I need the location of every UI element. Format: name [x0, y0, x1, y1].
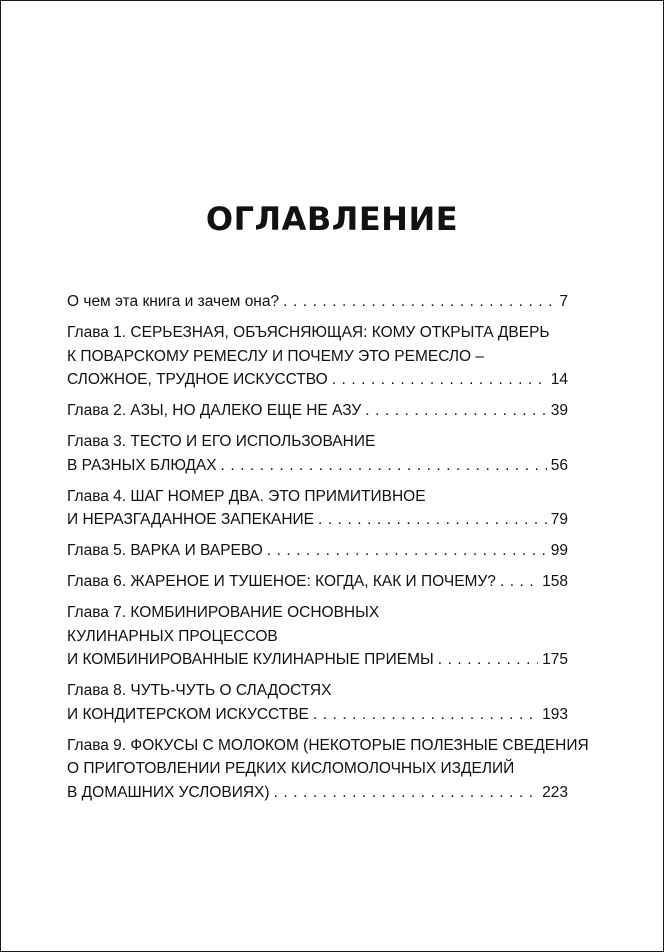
toc-entry-title-line: И КОМБИНИРОВАННЫЕ КУЛИНАРНЫЕ ПРИЕМЫ — [67, 651, 434, 668]
toc-entry-title-line: Глава 1. СЕРЬЕЗНАЯ, ОБЪЯСНЯЮЩАЯ: КОМУ ОТКРЫТА ДВЕРЬ — [67, 324, 550, 341]
toc-entry — [67, 601, 568, 672]
toc-page-number: 193 — [542, 705, 568, 723]
toc-entry-last-line — [67, 399, 568, 423]
toc-page-number: 7 — [559, 293, 568, 310]
toc-page-number: 56 — [550, 456, 568, 474]
toc-entry — [67, 679, 568, 726]
toc-entry-title-line: К ПОВАРСКОМУ РЕМЕСЛУ И ПОЧЕМУ ЭТО РЕМЕСЛО – — [67, 347, 485, 365]
toc-entry-last-line — [67, 570, 568, 594]
dot-leader — [221, 454, 547, 478]
toc-entry-title-line: О ПРИГОТОВЛЕНИИ РЕДКИХ КИСЛОМОЛОЧНЫХ ИЗДЕЛИЙ — [67, 760, 515, 777]
toc-entry — [67, 290, 568, 314]
dot-leader — [274, 781, 539, 805]
toc-entry-last-line — [67, 368, 568, 392]
toc-page-number: 14 — [550, 371, 568, 388]
toc-page-number: 175 — [542, 651, 568, 668]
dot-leader — [365, 399, 546, 423]
toc-entry-title-line: Глава 4. ШАГ НОМЕР ДВА. ЭТО ПРИМИТИВНОЕ — [67, 487, 426, 505]
toc-entry-title-line: Глава 5. ВАРКА И ВАРЕВО — [67, 542, 263, 559]
table-of-contents — [67, 290, 589, 812]
toc-entry — [67, 399, 568, 423]
toc-entry-title-line: Глава 2. АЗЫ, НО ДАЛЕКО ЕЩЕ НЕ АЗУ — [67, 402, 362, 419]
toc-entry-title-line: СЛОЖНОЕ, ТРУДНОЕ ИСКУССТВО — [67, 371, 328, 388]
page-title: ОГЛАВЛЕНИЕ — [205, 200, 459, 238]
toc-entry-title-line: Глава 6. ЖАРЕНОЕ И ТУШЕНОЕ: КОГДА, КАК И ПОЧЕМУ? — [67, 573, 496, 590]
toc-entry-last-line — [67, 508, 568, 532]
toc-entry-last-line — [67, 539, 568, 563]
toc-entry — [67, 485, 568, 532]
toc-entry-title-line: И КОНДИТЕРСКОМ ИСКУССТВЕ — [67, 705, 309, 723]
toc-entry-title-line: В РАЗНЫХ БЛЮДАХ — [67, 456, 217, 474]
toc-page-number: 158 — [542, 573, 568, 590]
toc-entry-title-line: Глава 8. ЧУТЬ-ЧУТЬ О СЛАДОСТЯХ — [67, 682, 332, 699]
dot-leader — [438, 648, 538, 672]
dot-leader — [332, 368, 547, 392]
toc-entry — [67, 321, 568, 392]
toc-entry-title-line: Глава 9. ФОКУСЫ С МОЛОКОМ (НЕКОТОРЫЕ ПОЛЕЗНЫЕ СВЕДЕНИЯ — [67, 736, 589, 754]
toc-entry-title-line: И НЕРАЗГАДАННОЕ ЗАПЕКАНИЕ — [67, 511, 314, 528]
toc-entry-last-line — [67, 781, 568, 805]
toc-entry-last-line — [67, 648, 568, 672]
toc-page-number: 39 — [550, 402, 568, 419]
toc-entry-last-line — [67, 290, 568, 314]
toc-entry-last-line — [67, 454, 568, 478]
toc-page-number: 99 — [550, 542, 568, 559]
toc-entry — [67, 570, 568, 594]
toc-entry — [67, 734, 589, 805]
dot-leader — [500, 570, 538, 594]
toc-entry — [67, 539, 568, 563]
toc-entry-title-line: В ДОМАШНИХ УСЛОВИЯХ) — [67, 783, 270, 801]
dot-leader — [267, 539, 547, 563]
toc-entry-title-line: Глава 7. КОМБИНИРОВАНИЕ ОСНОВНЫХ — [67, 604, 380, 621]
dot-leader — [318, 508, 547, 532]
toc-page-number: 223 — [542, 783, 568, 801]
toc-entry-title-line: КУЛИНАРНЫХ ПРОЦЕССОВ — [67, 627, 278, 645]
toc-entry-last-line — [67, 703, 568, 727]
dot-leader — [283, 290, 555, 314]
toc-entry-title-line: О чем эта книга и зачем она? — [67, 293, 280, 310]
dot-leader — [313, 703, 538, 727]
toc-entry-title-line: Глава 3. ТЕСТО И ЕГО ИСПОЛЬЗОВАНИЕ — [67, 433, 376, 450]
toc-entry — [67, 430, 568, 477]
toc-page-number: 79 — [550, 511, 568, 528]
